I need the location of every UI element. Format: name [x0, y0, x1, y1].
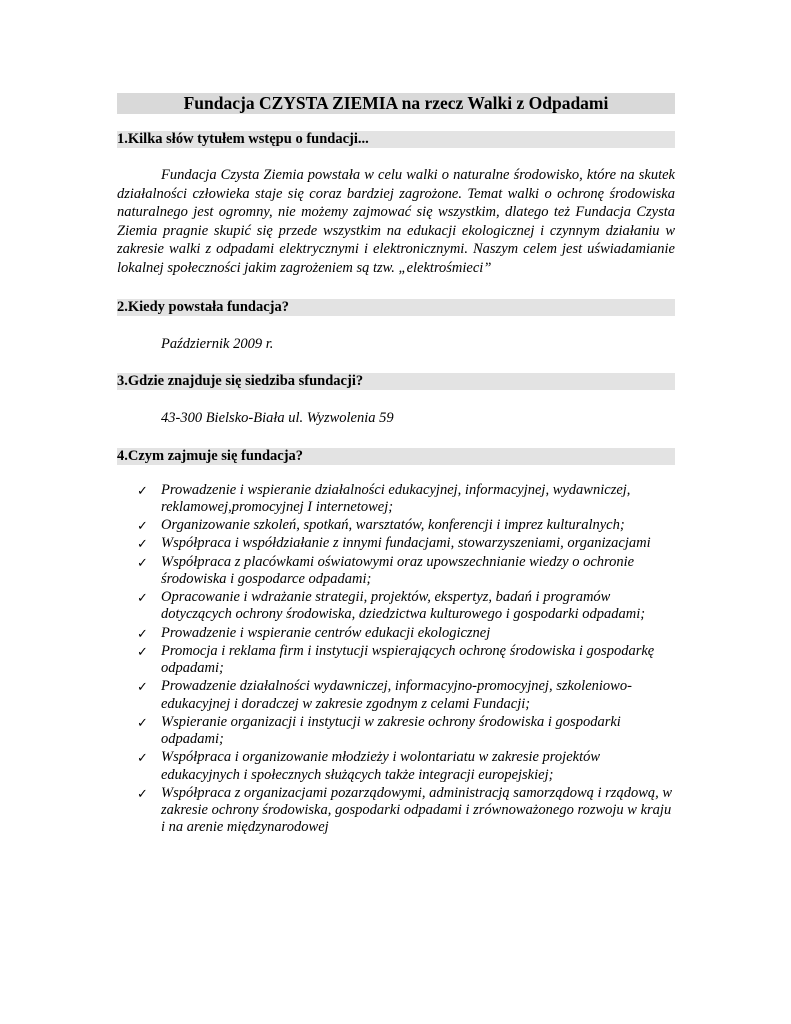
- list-item-text: Prowadzenie i wspieranie centrów edukacji ekologicznej: [161, 624, 491, 641]
- list-item-text: Opracowanie i wdrażanie strategii, projektów, ekspertyz, badań i programów dotyczących ochrony środowiska, dziedzictwa kulturowego i gospodarki odpadami;: [161, 589, 646, 623]
- checkmark-icon: ✓: [137, 590, 148, 606]
- section-heading-1: 1.Kilka słów tytułem wstępu o fundacji...: [117, 131, 675, 148]
- checkmark-icon: ✓: [137, 785, 148, 801]
- section-heading-2: 2.Kiedy powstała fundacja?: [117, 299, 675, 316]
- address: 43-300 Bielsko-Biała ul. Wyzwolenia 59: [161, 409, 394, 426]
- list-item: [117, 482, 675, 516]
- checkmark-icon: ✓: [137, 679, 148, 695]
- list-item-text: Współpraca i współdziałanie z innymi fundacjami, stowarzyszeniami, organizacjami: [161, 535, 651, 552]
- checkmark-icon: ✓: [137, 518, 148, 534]
- list-item: [117, 517, 675, 534]
- checkmark-icon: ✓: [137, 554, 148, 570]
- list-item-text: Organizowanie szkoleń, spotkań, warsztatów, konferencji i imprez kulturalnych;: [161, 517, 625, 534]
- list-item: [117, 554, 675, 588]
- checkmark-icon: ✓: [137, 536, 148, 552]
- activities-list: [117, 482, 675, 837]
- list-item-text: Prowadzenie i wspieranie działalności edukacyjnej, informacyjnej, wydawniczej, reklamowej,promocyjnej I internetowej;: [161, 481, 631, 515]
- document-page: [117, 93, 675, 838]
- list-item: [117, 625, 675, 642]
- document-title: Fundacja CZYSTA ZIEMIA na rzecz Walki z Odpadami: [117, 93, 675, 114]
- checkmark-icon: ✓: [137, 625, 148, 641]
- list-item-text: Promocja i reklama firm i instytucji wspierających ochronę środowiska i gospodarkę odpadami;: [161, 642, 655, 677]
- list-item: [117, 535, 675, 552]
- founding-date: Październik 2009 r.: [161, 335, 274, 352]
- checkmark-icon: ✓: [137, 482, 148, 498]
- list-item: [117, 643, 675, 677]
- intro-paragraph: Fundacja Czysta Ziemia powstała w celu walki o naturalne środowisko, które na skutek działalności człowieka staje się coraz bardziej zagrożone. Temat walki o ochronę środowiska naturalnego jest ogromny, nie możemy zajmować się wszystkim, dlatego też Fundacja Czysta Ziemia pragnie skupić się przede wszystkim na edukacji ekologicznej i czynnym działaniu w zakresie walki z odpadami elektrycznymi i elektronicznymi. Naszym celem jest uświadamianie lokalnej społeczności jakim zagrożeniem są tzw. „elektrośmieci”: [117, 167, 675, 276]
- list-item-text: Współpraca i organizowanie młodzieży i wolontariatu w zakresie projektów edukacyjnych i społecznych służących także integracji europejskiej;: [161, 749, 601, 783]
- list-item: [117, 785, 675, 837]
- list-item: [117, 678, 675, 712]
- list-item-text: Wspieranie organizacji i instytucji w zakresie ochrony środowiska i gospodarki odpadami;: [161, 713, 621, 748]
- list-item-text: Współpraca z organizacjami pozarządowymi, administracją samorządową i rządową, w zakresie ochrony środowiska, gospodarki odpadami i zrównoważonego rozwoju w kraju i na arenie międzynarodowej: [161, 784, 673, 836]
- list-item: [117, 714, 675, 748]
- list-item: [117, 589, 675, 623]
- list-item-text: Współpraca z placówkami oświatowymi oraz upowszechnianie wiedzy o ochronie środowiska i gospodarce odpadami;: [161, 553, 635, 587]
- section-heading-3: 3.Gdzie znajduje się siedziba sfundacji?: [117, 373, 675, 390]
- checkmark-icon: ✓: [137, 750, 148, 766]
- list-item-text: Prowadzenie działalności wydawniczej, informacyjno-promocyjnej, szkoleniowo-edukacyjnej i doradczej w zakresie zgodnym z celami Fundacji;: [161, 678, 632, 712]
- checkmark-icon: ✓: [137, 714, 148, 730]
- section-heading-4: 4.Czym zajmuje się fundacja?: [117, 448, 675, 465]
- checkmark-icon: ✓: [137, 643, 148, 659]
- list-item: [117, 749, 675, 783]
